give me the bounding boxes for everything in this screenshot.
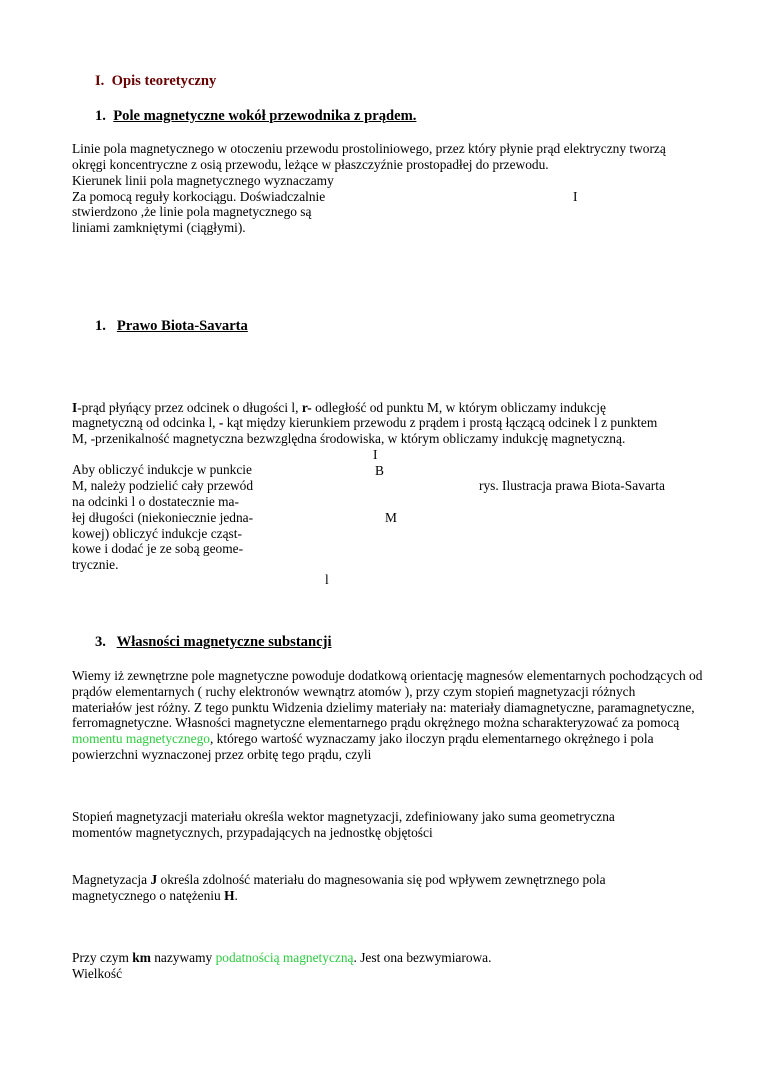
section-number: 3. (95, 634, 106, 650)
paragraph-line: stwierdzono ,że linie pola magnetycznego są (72, 204, 312, 219)
text-run: , którego wartość wyznaczamy jako iloczyn prądu elementarnego okrężnego i pola (209, 731, 654, 746)
paragraph-line (72, 888, 238, 904)
text-run: . (234, 888, 238, 903)
paragraph-line: łej długości (niekoniecznie jedna- (72, 510, 254, 525)
text-run: magnetyczną od odcinka l, (72, 415, 219, 430)
paragraph-line: Wielkość (72, 966, 123, 981)
paragraph-line: powierzchni wyznaczonej przez orbitę tego prądu, czyli (72, 747, 372, 762)
text-run: Magnetyzacja (72, 872, 151, 887)
text-run: określa zdolność materiału do magnesowania się pod wpływem zewnętrznego pola (157, 872, 606, 887)
paragraph-line: na odcinki l o dostatecznie ma- (72, 494, 239, 509)
paragraph-line (72, 950, 491, 966)
symbol-J: J (150, 872, 158, 887)
section-title: Prawo Biota-Savarta (116, 318, 248, 334)
section-3-heading (95, 634, 332, 651)
section-2-heading (95, 318, 248, 335)
link-moment-magnetyczny[interactable]: momentu magnetycznego (72, 731, 210, 746)
symbol-alpha-dash: - (218, 415, 224, 430)
symbol-r: r- (301, 400, 312, 415)
paragraph-line: Wiemy iż zewnętrzne pole magnetyczne powoduje dodatkową orientację magnesów elementarnych pochodzących od (72, 668, 703, 683)
text-run: kąt między kierunkiem przewodu z prądem i prostą łączącą odcinek l z punktem (223, 415, 658, 430)
paragraph-line (72, 400, 606, 416)
paragraph-line: ferromagnetyczne. Własności magnetyczne elementarnego prądu okrężnego można scharakteryzować za pomocą (72, 715, 680, 730)
paragraph-line: prądów elementarnych ( ruchy elektronów wewnątrz atomów ), przy czym stopień magnetyzacji różnych (72, 684, 636, 699)
paragraph-line: Za pomocą reguły korkociągu. Doświadczalnie (72, 189, 326, 204)
heading-number: I. (95, 73, 105, 89)
figure-label-M: M (385, 510, 397, 525)
section-title: Własności magnetyczne substancji (116, 634, 332, 650)
section-number: 1. (95, 318, 106, 334)
text-run: odległość od punktu M, w którym obliczamy indukcję (311, 400, 606, 415)
paragraph-line: materiałów jest różny. Z tego punktu Widzenia dzielimy materiały na: materiały diamagnetyczne, paramagnetyczne, (72, 700, 695, 715)
paragraph-line (72, 731, 654, 747)
paragraph-line (72, 415, 657, 431)
paragraph-line: okręgi koncentryczne z osią przewodu, leżące w płaszczyźnie prostopadłej do przewodu. (72, 157, 549, 172)
section-title: Pole magnetyczne wokół przewodnika z prądem. (113, 108, 417, 124)
paragraph-line: Linie pola magnetycznego w otoczeniu przewodu prostoliniowego, przez który płynie prąd elektryczny tworzą (72, 141, 666, 156)
paragraph-line: momentów magnetycznych, przypadających na jednostkę objętości (72, 825, 433, 840)
text-run: Przy czym (72, 950, 133, 965)
paragraph-line: M, należy podzielić cały przewód (72, 478, 254, 493)
text-run: magnetycznego o natężeniu (72, 888, 225, 903)
figure-label-l: l (325, 572, 329, 587)
paragraph-line: trycznie. (72, 557, 119, 572)
heading-title: Opis teoretyczny (111, 73, 217, 89)
figure-label-B: B (375, 463, 384, 478)
text-run: . Jest ona bezwymiarowa. (353, 950, 492, 965)
paragraph-line: kowe i dodać je ze sobą geome- (72, 541, 244, 556)
section-1-heading (95, 108, 416, 125)
figure-caption: rys. Ilustracja prawa Biota-Savarta (479, 478, 665, 493)
paragraph-line: Stopień magnetyzacji materiału określa wektor magnetyzacji, zdefiniowany jako suma geometryczna (72, 809, 615, 824)
figure-label-I: I (373, 447, 378, 462)
section-number: 1. (95, 108, 106, 124)
section-heading-opis (95, 73, 216, 90)
text-run: -prąd płyńący przez odcinek o długości l, (77, 400, 302, 415)
paragraph-line: Kierunek linii pola magnetycznego wyznaczamy (72, 173, 334, 188)
symbol-I: I (72, 400, 78, 415)
paragraph-line: liniami zamkniętymi (ciągłymi). (72, 220, 246, 235)
symbol-H: H (224, 888, 235, 903)
paragraph-line (72, 872, 606, 888)
paragraph-line: M, -przenikalność magnetyczna bezwzględna środowiska, w którym obliczamy indukcję magnetyczną. (72, 431, 626, 446)
link-podatnosc-magnetyczna[interactable]: podatnością magnetyczną (215, 950, 354, 965)
text-run: nazywamy (150, 950, 216, 965)
paragraph-line: Aby obliczyć indukcje w punkcie (72, 462, 252, 477)
figure-label-current: I (573, 189, 578, 204)
symbol-km: km (132, 950, 151, 965)
paragraph-line: kowej) obliczyć indukcje cząst- (72, 526, 242, 541)
